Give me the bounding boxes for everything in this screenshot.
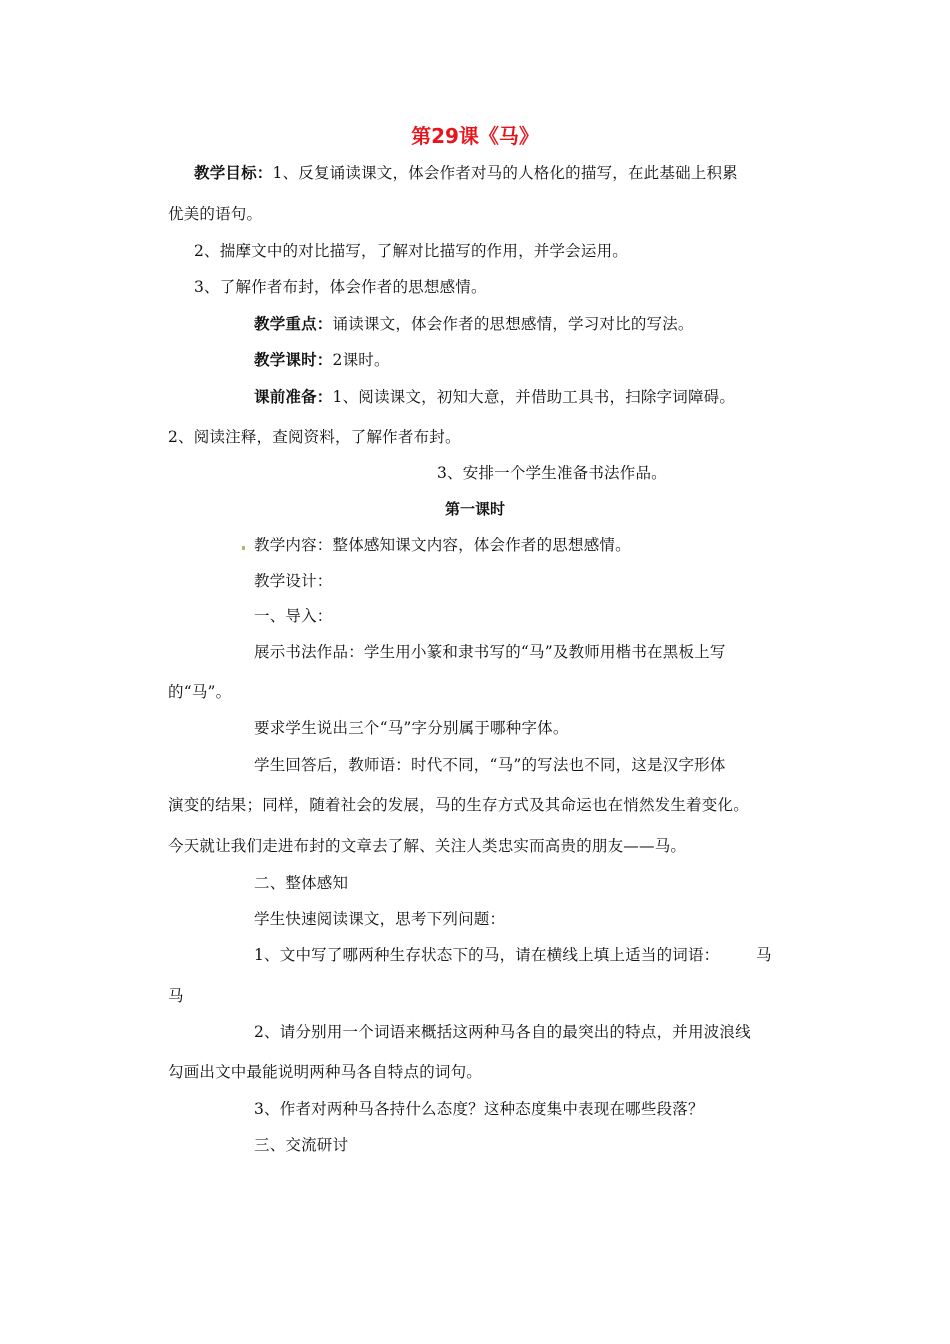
overall-paragraph: 学生快速阅读课文，思考下列问题： (254, 910, 506, 928)
class-hours-text: 2课时。 (332, 351, 390, 369)
discussion-heading: 三、交流研讨 (254, 1136, 349, 1154)
preparation-item-2: 2、阅读注释，查阅资料，了解作者布封。 (168, 428, 461, 446)
section-heading-first-period: 第一课时 (444, 500, 505, 518)
intro-heading: 一、导入： (254, 607, 333, 625)
preparation-item-3: 3、安排一个学生准备书法作品。 (437, 464, 667, 482)
preparation-line (254, 386, 735, 408)
teaching-content: 教学内容：整体感知课文内容，体会作者的思想感情。 (254, 536, 631, 554)
teaching-design: 教学设计： (254, 572, 333, 590)
question-2-continued: 勾画出文中最能说明两种马各自特点的词句。 (168, 1063, 483, 1081)
key-points-text: 诵读课文，体会作者的思想感情，学习对比的写法。 (332, 315, 694, 333)
key-points-line (254, 313, 694, 335)
intro-paragraph-2: 要求学生说出三个“马”字分别属于哪种字体。 (254, 719, 569, 737)
question-1-continued: 马 (168, 987, 184, 1005)
question-3: 3、作者对两种马各持什么态度？这种态度集中表现在哪些段落？ (254, 1100, 704, 1118)
intro-paragraph-3: 学生回答后，教师语：时代不同，“马”的写法也不同，这是汉字形体 (254, 756, 726, 774)
bullet-mark (242, 546, 245, 550)
intro-paragraph-1-continued: 的“马”。 (168, 683, 232, 701)
objectives-label: 教学目标： (194, 164, 273, 182)
page-title: 第29课《马》 (411, 124, 539, 148)
overall-heading: 二、整体感知 (254, 874, 349, 892)
key-points-label: 教学重点： (254, 315, 333, 333)
preparation-item-1: 1、阅读课文，初知大意，并借助工具书，扫除字词障碍。 (332, 388, 736, 406)
question-1: 1、文中写了哪两种生存状态下的马，请在横线上填上适当的词语： (254, 946, 720, 964)
class-hours-line (254, 349, 390, 371)
objective-item-1: 1、反复诵读课文，体会作者对马的人格化的描写，在此基础上积累 (272, 164, 738, 182)
question-2: 2、请分别用一个词语来概括这两种马各自的最突出的特点，并用波浪线 (254, 1023, 751, 1041)
question-1-blank-word: 马 (756, 946, 772, 964)
objective-item-1-continued: 优美的语句。 (168, 205, 263, 223)
objectives-line (194, 162, 738, 184)
intro-paragraph-3-end: 今天就让我们走进布封的文章去了解、关注人类忠实而高贵的朋友——马。 (168, 837, 687, 855)
preparation-label: 课前准备： (254, 388, 333, 406)
objective-item-2: 2、揣摩文中的对比描写，了解对比描写的作用，并学会运用。 (194, 242, 628, 260)
objective-item-3: 3、了解作者布封，体会作者的思想感情。 (194, 278, 487, 296)
class-hours-label: 教学课时： (254, 351, 333, 369)
intro-paragraph-1: 展示书法作品：学生用小篆和隶书写的“马”及教师用楷书在黑板上写 (254, 643, 726, 661)
intro-paragraph-3-continued: 演变的结果；同样，随着社会的发展，马的生存方式及其命运也在悄然发生着变化。 (168, 796, 749, 814)
